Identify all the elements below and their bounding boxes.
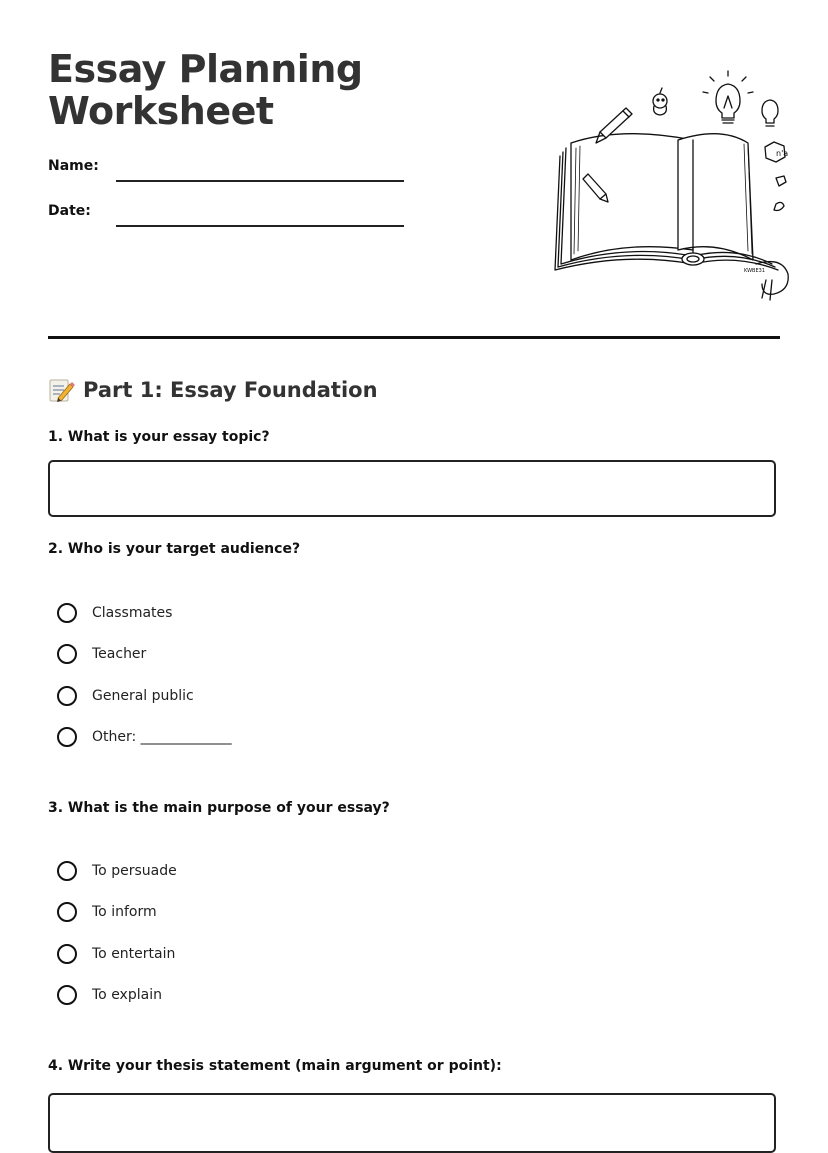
radio-other[interactable] (57, 727, 77, 747)
option-label: To inform (92, 904, 157, 921)
option-label: Teacher (92, 646, 147, 663)
title-line-2: Worksheet (48, 89, 274, 133)
date-label: Date: (48, 203, 91, 219)
option-general-public[interactable] (57, 686, 457, 727)
option-label: Other: _____________ (92, 728, 232, 745)
option-other[interactable] (57, 727, 457, 768)
option-label: To explain (92, 986, 162, 1003)
illustration-tiny-text: KWBE31 (744, 268, 765, 274)
date-field-row (48, 203, 408, 233)
option-label: To entertain (92, 945, 176, 962)
open-book-with-lightbulbs-icon (536, 68, 789, 303)
option-explain[interactable] (57, 985, 457, 1026)
part-1-heading (48, 374, 378, 406)
radio-teacher[interactable] (57, 644, 77, 664)
option-label: Classmates (92, 605, 173, 621)
question-2-label: 2. Who is your target audience? (48, 541, 301, 557)
radio-inform[interactable] (57, 902, 77, 922)
question-4-label: 4. Write your thesis statement (main argument or point): (48, 1058, 502, 1074)
worksheet-page (48, 0, 789, 1118)
name-input-line[interactable] (116, 180, 404, 182)
essay-topic-box[interactable] (48, 460, 776, 517)
section-title: Part 1: Essay Foundation (83, 378, 378, 402)
radio-general-public[interactable] (57, 686, 77, 706)
radio-explain[interactable] (57, 985, 77, 1005)
title-line-1: Essay Planning (48, 47, 363, 91)
name-label: Name: (48, 158, 99, 174)
question-1-label: 1. What is your essay topic? (48, 429, 270, 445)
option-label: General public (92, 687, 194, 704)
option-inform[interactable] (57, 902, 457, 943)
memo-pencil-icon (48, 377, 74, 403)
option-label: To persuade (92, 863, 177, 879)
radio-entertain[interactable] (57, 944, 77, 964)
section-divider (48, 336, 780, 339)
audience-options (57, 603, 457, 768)
option-persuade[interactable] (57, 861, 457, 902)
illustration-tiny-glyph: n'a (776, 149, 789, 158)
option-teacher[interactable] (57, 644, 457, 685)
date-input-line[interactable] (116, 225, 404, 227)
option-classmates[interactable] (57, 603, 457, 644)
radio-classmates[interactable] (57, 603, 77, 623)
name-field-row (48, 158, 408, 188)
radio-persuade[interactable] (57, 861, 77, 881)
purpose-options (57, 861, 457, 1026)
thesis-statement-box[interactable] (48, 1093, 776, 1153)
page-title (48, 48, 408, 132)
question-3-label: 3. What is the main purpose of your essay? (48, 800, 390, 816)
option-entertain[interactable] (57, 944, 457, 985)
